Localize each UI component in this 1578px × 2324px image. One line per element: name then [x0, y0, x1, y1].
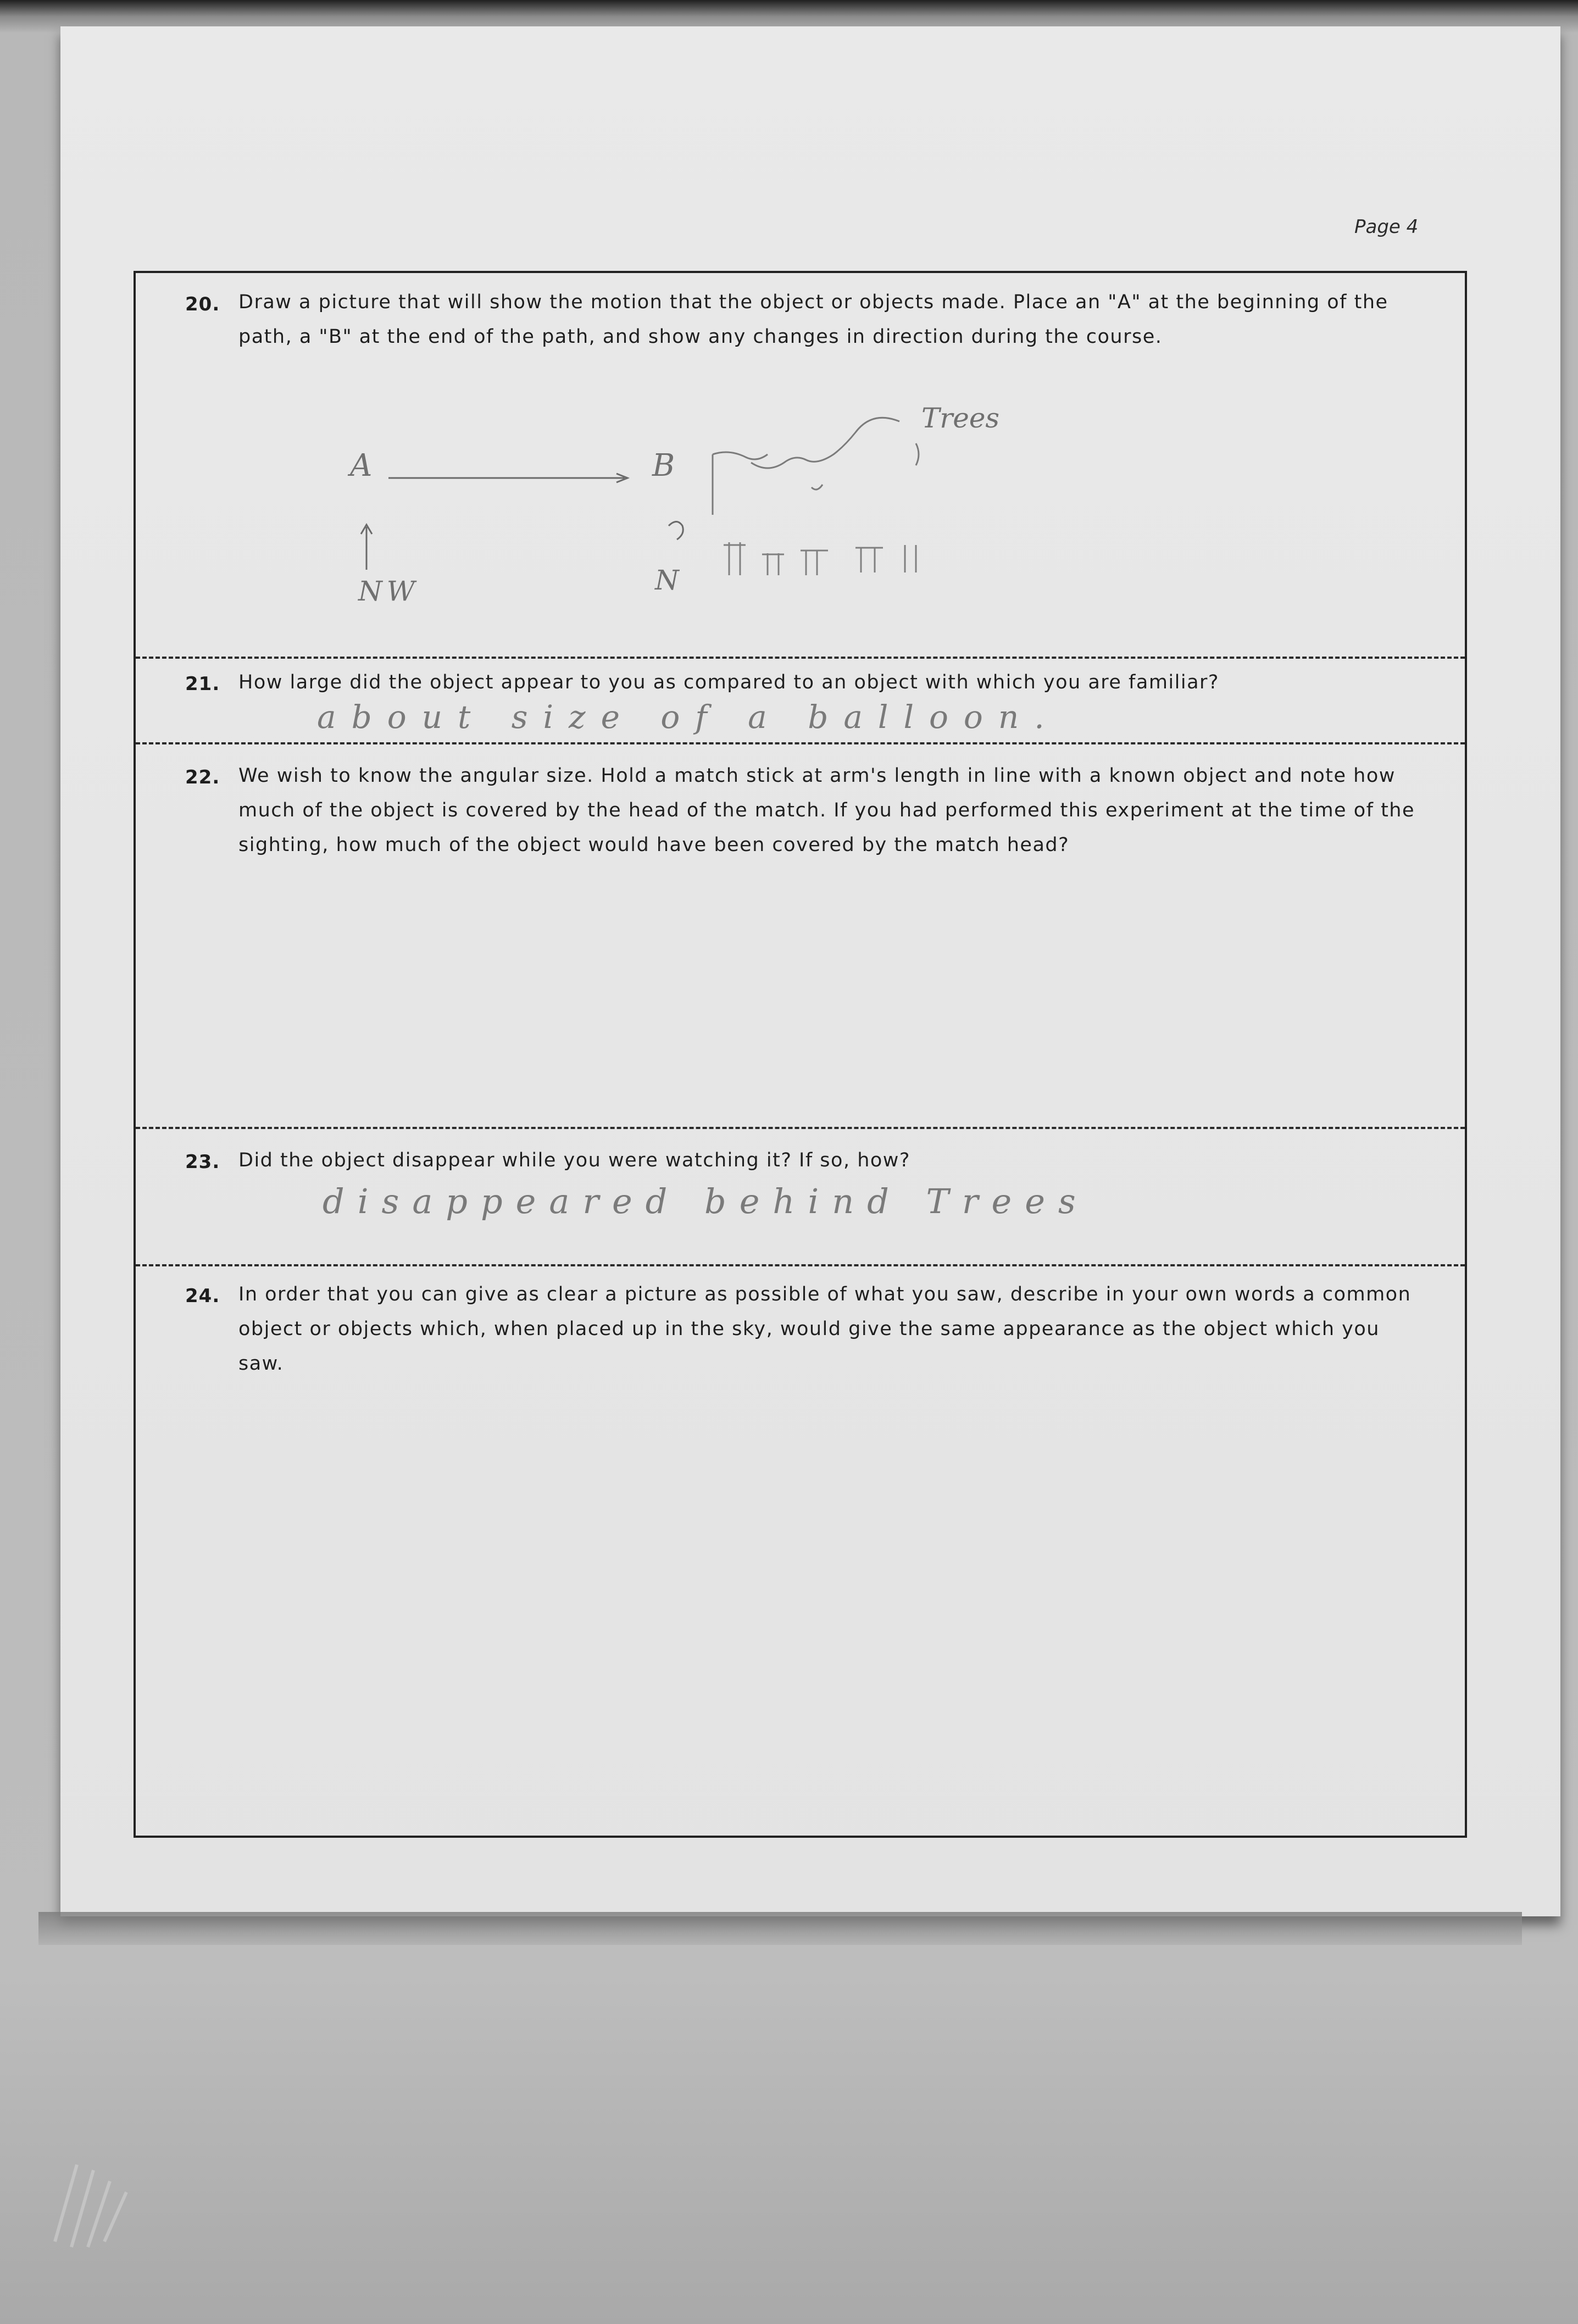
question-21-section: [136, 659, 1465, 744]
motion-path-sketch: [136, 273, 1469, 658]
sketch-label-trees: Trees: [921, 402, 1000, 434]
sketch-label-a: A: [350, 448, 373, 483]
question-text: How large did the object appear to you as compared to an object with which you are familiar?: [238, 671, 1219, 693]
questionnaire-form: [134, 271, 1467, 1838]
question-24-section: [136, 1266, 1465, 1836]
question-number: 21.: [185, 673, 220, 695]
question-22-section: [136, 744, 1465, 1129]
question-number: 22.: [185, 766, 220, 788]
scan-smudge-marks: [44, 2088, 187, 2253]
sketch-label-b: B: [652, 448, 675, 483]
underlying-page-edge: [38, 1912, 1522, 1945]
handwritten-answer: disappeared behind Trees: [323, 1181, 1089, 1221]
question-number: 24.: [185, 1285, 220, 1307]
question-number: 20.: [185, 293, 220, 315]
sketch-direction-n: N: [655, 564, 679, 596]
question-text: We wish to know the angular size. Hold a match stick at arm's length in line with a known object and note how much of the object is covered by the head of the match. If you had performed this experiment at the time of the sighting, how much of the object would have been covered by the match head?: [238, 765, 1415, 856]
question-text: Draw a picture that will show the motion that the object or objects made. Place an "A" at the beginning of the path, a "B" at the end of the path, and show any changes in direction during the course.: [238, 291, 1388, 348]
page-number: Page 4: [1354, 216, 1419, 238]
question-20-section: [136, 273, 1465, 659]
sketch-direction-nw: NW: [358, 575, 420, 607]
question-text: In order that you can give as clear a picture as possible of what you saw, describe in your own words a common object or objects which, when placed up in the sky, would give the same appearance as the object which you saw.: [238, 1283, 1412, 1375]
question-23-section: [136, 1129, 1465, 1266]
handwritten-answer: about size of a balloon.: [317, 698, 1060, 736]
question-number: 23.: [185, 1151, 220, 1173]
question-text: Did the object disappear while you were watching it? If so, how?: [238, 1149, 910, 1171]
